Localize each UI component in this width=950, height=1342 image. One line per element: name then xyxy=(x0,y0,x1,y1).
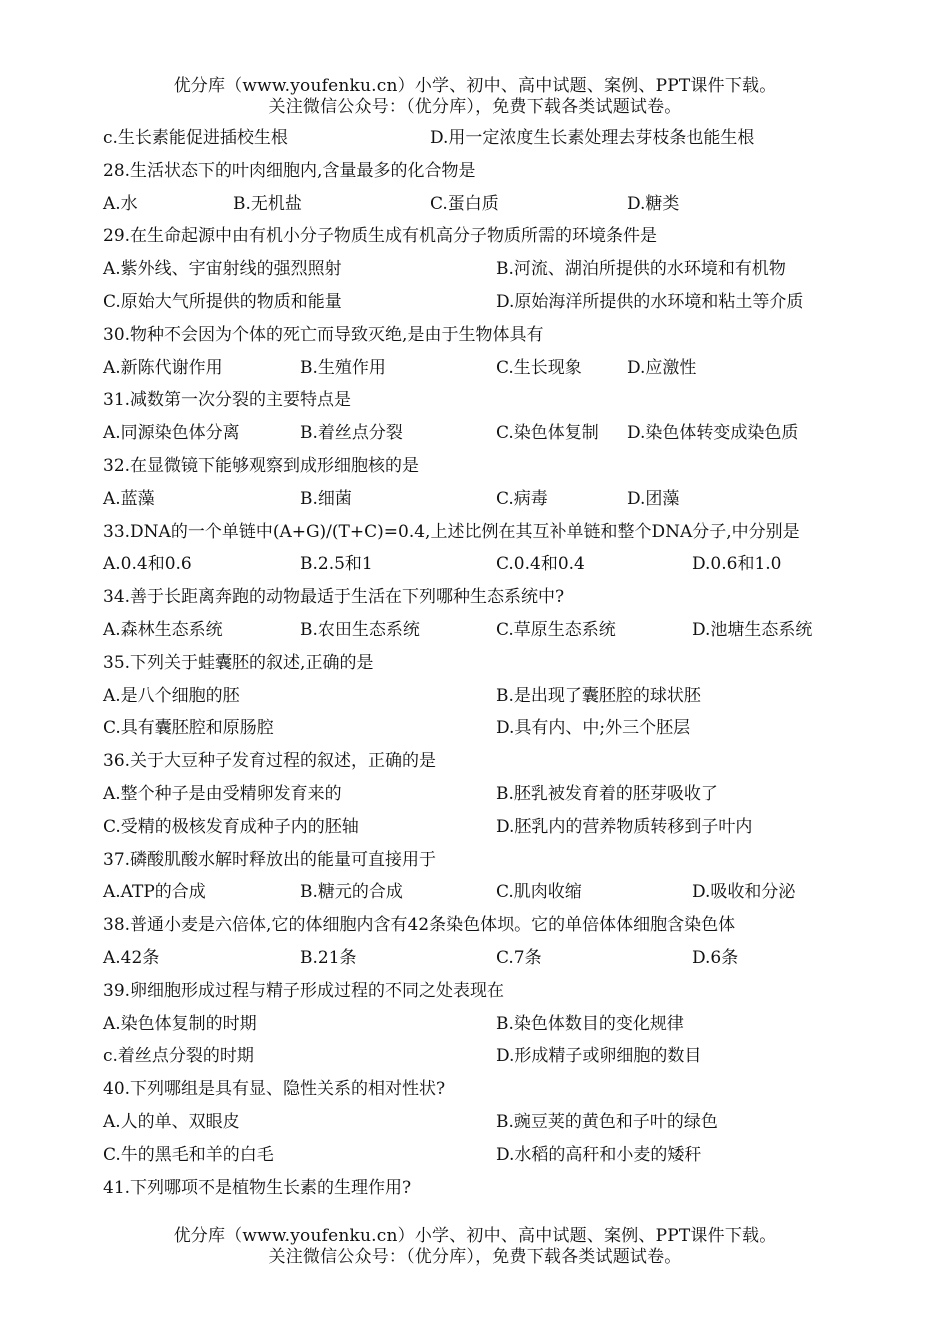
option-c: C.牛的黑毛和羊的白毛 xyxy=(103,1144,274,1165)
option-c: C.具有囊胚腔和原肠腔 xyxy=(103,718,274,739)
option-b: B.染色体数目的变化规律 xyxy=(496,1013,684,1034)
option-d: D.团藻 xyxy=(627,488,680,509)
option-b: B.豌豆荚的黄色和子叶的绿色 xyxy=(496,1111,718,1132)
option-b: B.河流、湖泊所提供的水环境和有机物 xyxy=(496,259,786,280)
question-stem xyxy=(103,516,863,549)
option-row xyxy=(103,253,863,286)
option-c: c.生长素能促进插校生根 xyxy=(103,128,288,148)
option-row xyxy=(103,1008,863,1041)
question-stem-text: 40.下列哪组是具有显、隐性关系的相对性状? xyxy=(103,1079,446,1100)
option-c: c.着丝点分裂的时期 xyxy=(103,1046,254,1067)
question-stem xyxy=(103,844,863,877)
question-stem-text: 37.磷酸肌酸水解时释放出的能量可直接用于 xyxy=(103,849,437,870)
question-stem-text: 41.下列哪项不是植物生长素的生理作用? xyxy=(103,1177,412,1198)
question-stem xyxy=(103,220,863,253)
option-d: D.应激性 xyxy=(627,357,697,378)
question-stem-text: 30.物种不会因为个体的死亡而导致灭绝,是由于生物体具有 xyxy=(103,324,544,345)
option-row xyxy=(103,942,863,975)
option-a: A.染色体复制的时期 xyxy=(103,1013,257,1034)
option-d: D.糖类 xyxy=(627,193,680,214)
question-stem-text: 31.减数第一次分裂的主要特点是 xyxy=(103,390,352,411)
option-row xyxy=(103,778,863,811)
option-a: A.0.4和0.6 xyxy=(103,554,192,575)
option-a: A.森林生态系统 xyxy=(103,619,223,640)
option-c: C.蛋白质 xyxy=(430,193,499,214)
option-row xyxy=(103,352,863,385)
option-d: D.6条 xyxy=(692,947,739,968)
question-stem xyxy=(103,319,863,352)
option-a: A.42条 xyxy=(103,947,160,968)
option-c: C.原始大气所提供的物质和能量 xyxy=(103,291,342,312)
option-a: A.人的单、双眼皮 xyxy=(103,1111,240,1132)
option-b: B.胚乳被发育着的胚芽吸收了 xyxy=(496,783,718,804)
question-stem xyxy=(103,581,863,614)
question-stem xyxy=(103,975,863,1008)
option-c: C.肌肉收缩 xyxy=(496,882,582,903)
option-a: A.紫外线、宇宙射线的强烈照射 xyxy=(103,259,342,280)
option-row xyxy=(103,286,863,319)
option-a: A.水 xyxy=(103,193,138,214)
option-row xyxy=(103,548,863,581)
option-row xyxy=(103,483,863,516)
option-d: D.用一定浓度生长素处理去芽枝条也能生根 xyxy=(430,128,755,148)
option-row xyxy=(103,876,863,909)
option-b: B.无机盐 xyxy=(233,193,302,214)
question-stem xyxy=(103,1073,863,1106)
continued-options-row xyxy=(103,122,863,155)
option-b: B.细菌 xyxy=(300,488,352,509)
page-header xyxy=(0,76,950,118)
footer-line-2: 关注微信公众号：（优分库），免费下载各类试题试卷。 xyxy=(268,1247,682,1267)
option-row xyxy=(103,188,863,221)
option-d: D.具有内、中;外三个胚层 xyxy=(496,718,691,739)
option-d: D.水稻的高秆和小麦的矮秆 xyxy=(496,1144,702,1165)
question-stem xyxy=(103,1172,863,1205)
option-b: B.农田生态系统 xyxy=(300,619,420,640)
option-c: C.草原生态系统 xyxy=(496,619,616,640)
option-b: B.糖元的合成 xyxy=(300,882,403,903)
option-a: A.ATP的合成 xyxy=(103,882,206,903)
question-stem-text: 36.关于大豆种子发育过程的叙述，正确的是 xyxy=(103,751,437,772)
option-row xyxy=(103,417,863,450)
option-c: C.生长现象 xyxy=(496,357,582,378)
option-row xyxy=(103,1106,863,1139)
option-a: A.新陈代谢作用 xyxy=(103,357,223,378)
question-stem-text: 38.普通小麦是六倍体,它的体细胞内含有42条染色体坝。它的单倍体体细胞含染色体 xyxy=(103,915,736,936)
question-list xyxy=(103,122,863,1204)
option-b: B.生殖作用 xyxy=(300,357,386,378)
question-stem-text: 34.善于长距离奔跑的动物最适于生活在下列哪种生态系统中? xyxy=(103,587,565,608)
question-stem-text: 32.在显微镜下能够观察到成形细胞核的是 xyxy=(103,455,420,476)
option-a: A.整个种子是由受精卵发育来的 xyxy=(103,783,342,804)
option-a: A.是八个细胞的胚 xyxy=(103,685,240,706)
option-c: C.7条 xyxy=(496,947,542,968)
option-row xyxy=(103,680,863,713)
option-row xyxy=(103,614,863,647)
question-stem-text: 28.生活状态下的叶肉细胞内,含量最多的化合物是 xyxy=(103,160,476,181)
option-d: D.吸收和分泌 xyxy=(692,882,796,903)
question-stem xyxy=(103,909,863,942)
page-footer xyxy=(0,1226,950,1268)
option-a: A.同源染色体分离 xyxy=(103,423,240,444)
footer-line-1: 优分库（www.youfenku.cn）小学、初中、高中试题、案例、PPT课件下载。 xyxy=(173,1226,777,1246)
option-c: C.0.4和0.4 xyxy=(496,554,585,575)
option-d: D.原始海洋所提供的水环境和粘土等介质 xyxy=(496,291,804,312)
question-stem-text: 39.卵细胞形成过程与精子形成过程的不同之处表现在 xyxy=(103,980,505,1001)
question-stem xyxy=(103,155,863,188)
option-b: B.是出现了囊胚腔的球状胚 xyxy=(496,685,701,706)
option-d: D.0.6和1.0 xyxy=(692,554,782,575)
option-a: A.蓝藻 xyxy=(103,488,155,509)
question-stem-text: 29.在生命起源中由有机小分子物质生成有机高分子物质所需的环境条件是 xyxy=(103,226,658,247)
option-b: B.着丝点分裂 xyxy=(300,423,403,444)
question-stem xyxy=(103,450,863,483)
option-c: C.染色体复制 xyxy=(496,423,599,444)
option-row xyxy=(103,1139,863,1172)
question-stem xyxy=(103,745,863,778)
option-d: D.形成精子或卵细胞的数目 xyxy=(496,1046,702,1067)
option-d: D.池塘生态系统 xyxy=(692,619,813,640)
header-line-1: 优分库（www.youfenku.cn）小学、初中、高中试题、案例、PPT课件下载。 xyxy=(173,76,777,96)
option-row xyxy=(103,811,863,844)
question-stem xyxy=(103,384,863,417)
option-row xyxy=(103,712,863,745)
option-b: B.21条 xyxy=(300,947,357,968)
header-line-2: 关注微信公众号：（优分库），免费下载各类试题试卷。 xyxy=(268,97,682,117)
option-c: C.病毒 xyxy=(496,488,548,509)
option-d: D.胚乳内的营养物质转移到子叶内 xyxy=(496,816,753,837)
option-row xyxy=(103,1040,863,1073)
option-c: C.受精的极核发育成种子内的胚轴 xyxy=(103,816,359,837)
question-stem-text: 35.下列关于蛙囊胚的叙述,正确的是 xyxy=(103,652,374,673)
question-stem-text: 33.DNA的一个单链中(A+G)/(T+C)=0.4,上述比例在其互补单链和整个DNA分子,中分别是 xyxy=(103,521,800,542)
question-stem xyxy=(103,647,863,680)
option-d: D.染色体转变成染色质 xyxy=(627,423,799,444)
option-b: B.2.5和1 xyxy=(300,554,373,575)
